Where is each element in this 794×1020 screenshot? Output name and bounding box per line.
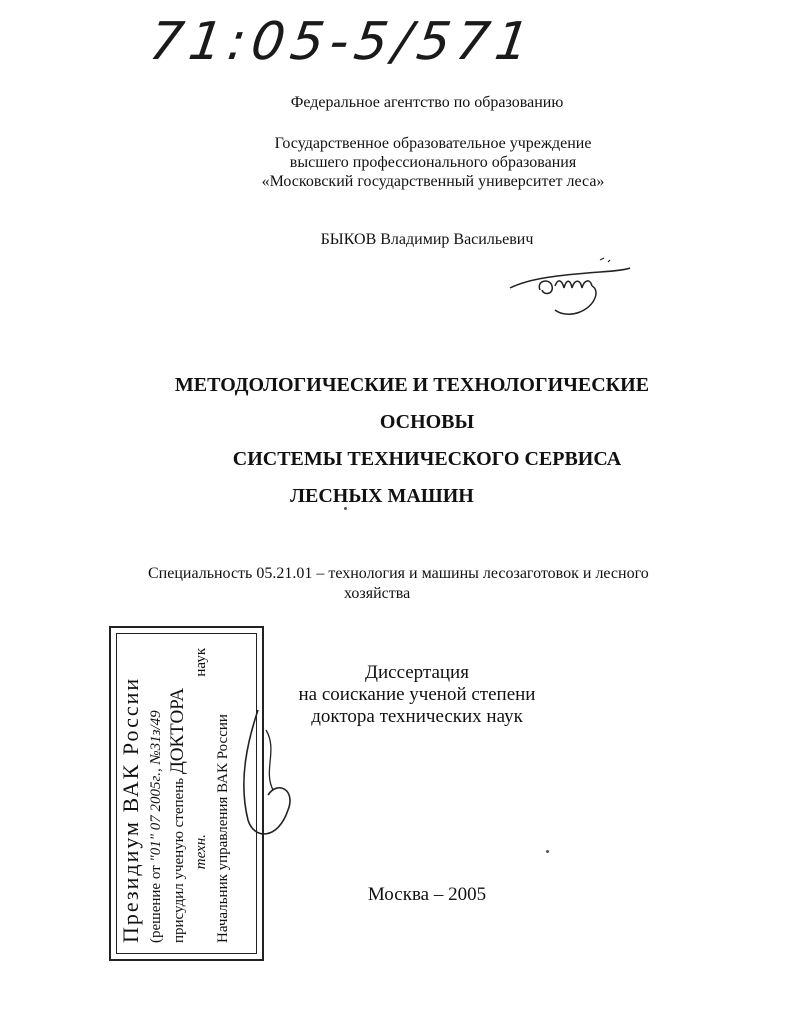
dissertation-line-2: на соискание ученой степени: [298, 684, 536, 705]
institution-line-1: Государственное образовательное учреждение: [274, 135, 592, 152]
scan-speck: [546, 850, 549, 853]
city-year: Москва – 2005: [367, 884, 487, 905]
stamp-decision-date: "01" 07 2005г.,: [148, 768, 164, 862]
stamp-head: Начальник управления ВАК России: [215, 714, 231, 943]
specialty: [148, 564, 708, 604]
stamp-degree: ДОКТОРА: [167, 687, 188, 775]
stamp-field-row: [190, 638, 212, 943]
stamp-decision-prefix: (решение от: [148, 865, 164, 943]
stamp-title: Президиум ВАК России: [118, 676, 143, 943]
stamp-decision: [145, 638, 167, 943]
stamp-decision-number: №31з/49: [148, 710, 164, 765]
dissertation-line-3: доктора технических наук: [311, 706, 523, 727]
title-line-2: ОСНОВЫ: [379, 411, 475, 433]
institution-line-2: высшего профессионального образования: [289, 154, 577, 171]
institution-line-3: «Московский государственный университет леса»: [261, 173, 605, 190]
dissertation-line-1: Диссертация: [365, 662, 469, 683]
institution-block: [36, 134, 794, 191]
author-name: БЫКОВ Владимир Васильевич: [320, 231, 534, 248]
author-signature: [500, 250, 640, 320]
title-line-3: СИСТЕМЫ ТЕХНИЧЕСКОГО СЕРВИСА: [232, 448, 622, 470]
scan-speck: [344, 507, 347, 510]
specialty-line-1: Специальность 05.21.01 – технология и машины лесозаготовок и лесного: [148, 565, 649, 582]
title-line-4: ЛЕСНЫХ МАШИН: [290, 485, 474, 507]
specialty-line-2: хозяйства: [344, 585, 411, 602]
stamp-field: техн.: [193, 834, 209, 870]
stamp-signature: [218, 700, 308, 850]
stamp-sciences: наук: [193, 647, 209, 677]
agency-name: Федеральное агентство по образованию: [290, 94, 564, 111]
stamp-awarded: [167, 638, 190, 943]
stamp-awarded-label: присудил ученую степень: [171, 777, 187, 943]
handwritten-registration-number: 71:05-5/571: [145, 12, 539, 72]
dissertation-title: [0, 367, 794, 515]
title-line-1: МЕТОДОЛОГИЧЕСКИЕ И ТЕХНОЛОГИЧЕСКИЕ: [174, 374, 650, 396]
